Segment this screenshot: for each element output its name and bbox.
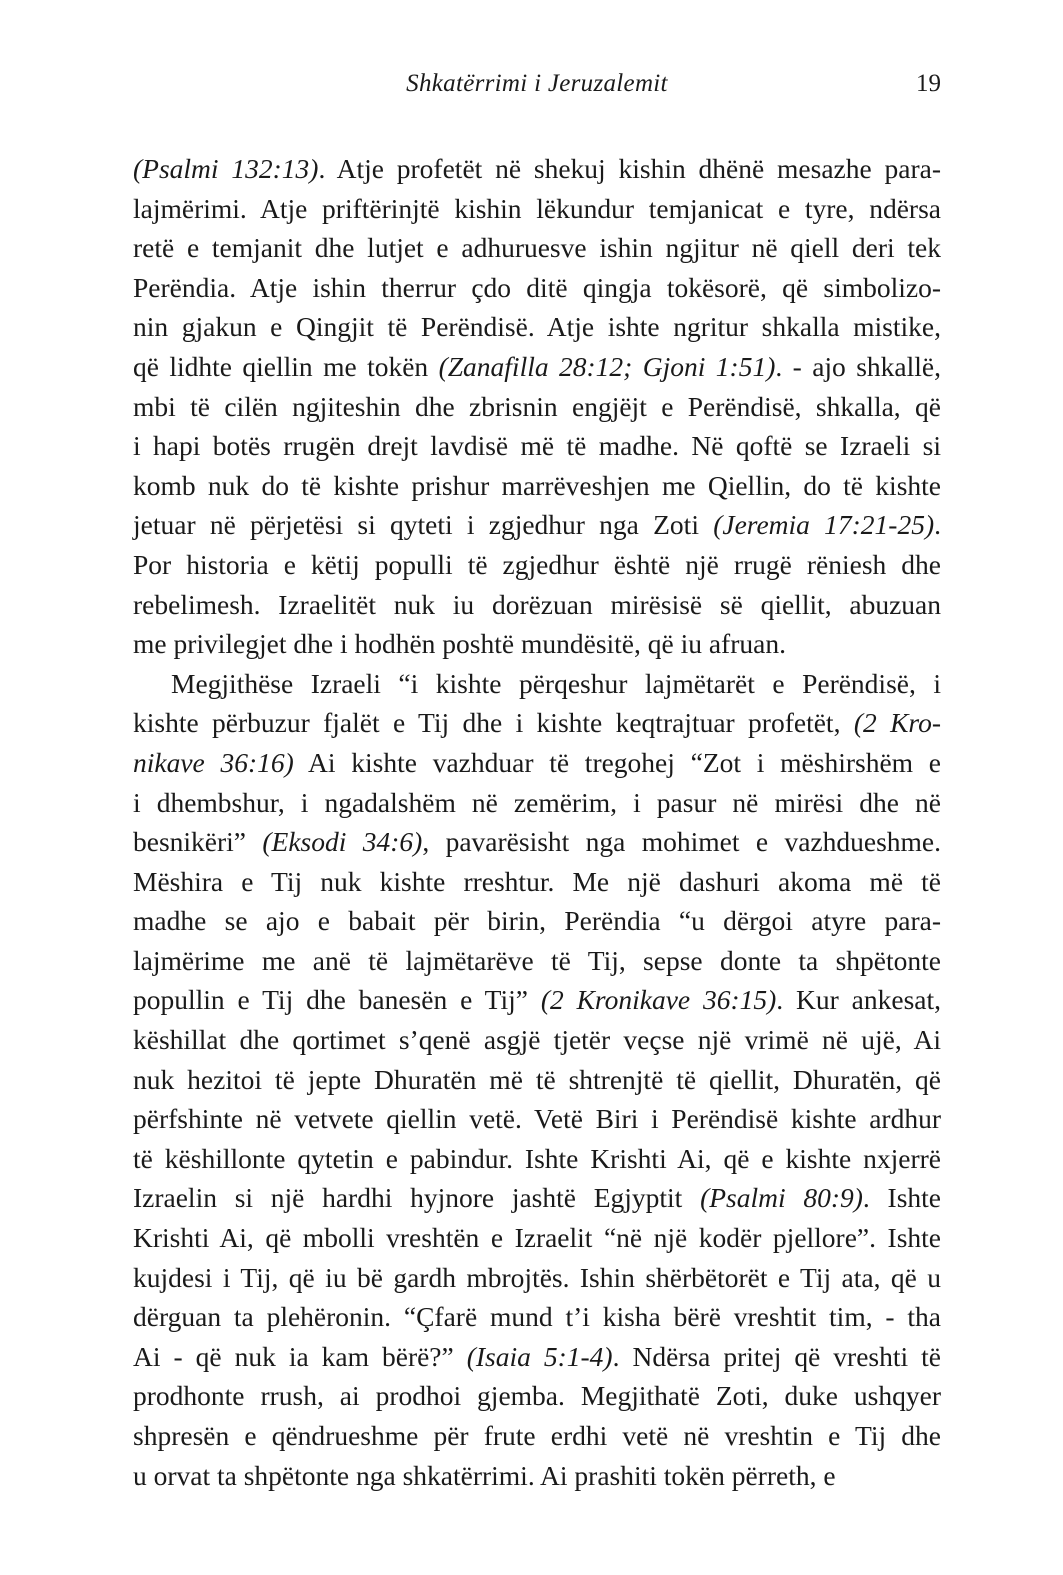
text-run: Krishti Ai, që mbolli vreshtën e Izraelit “në një kodër pjellore”. Ishte xyxy=(133,1222,941,1254)
running-head xyxy=(133,70,941,106)
text-run: . Ishte xyxy=(862,1182,941,1214)
scripture-citation: (Psalmi 80:9) xyxy=(700,1182,863,1214)
text-line xyxy=(133,1178,941,1218)
text-line xyxy=(133,466,941,506)
text-line xyxy=(133,941,941,981)
text-run: madhe se ajo e babait për birin, Perëndia “u dërgoi atyre para- xyxy=(133,905,941,937)
text-run: nin gjakun e Qingjit të Perëndisë. Atje ishte ngritur shkalla mistike, xyxy=(133,311,941,343)
text-run: Por historia e këtij populli të zgjedhur është një rrugë rëniesh dhe xyxy=(133,548,941,580)
text-run: kujdesi i Tij, që iu bë gardh mbrojtës. Ishin shërbëtorët e Tij ata, që u xyxy=(133,1261,941,1293)
text-line xyxy=(133,703,941,743)
paragraph xyxy=(133,149,941,664)
text-line xyxy=(133,347,941,387)
text-run: me privilegjet dhe i hodhën poshtë mundësitë, që iu afruan. xyxy=(133,628,786,660)
text-line xyxy=(133,862,941,902)
text-run: . - ajo shkallë, xyxy=(775,350,941,382)
page-number: 19 xyxy=(916,70,941,97)
text-run: Ai kishte vazhduar të tregohej “Zot i mëshirshëm e xyxy=(293,746,941,778)
text-run: . xyxy=(934,509,941,541)
text-run: mbi të cilën ngjiteshin dhe zbrisnin engjëjt e Perëndisë, shkalla, që xyxy=(133,390,941,422)
text-run: u orvat ta shpëtonte nga shkatërrimi. Ai prashiti tokën përreth, e xyxy=(133,1459,836,1491)
text-line xyxy=(133,307,941,347)
text-run: shpresën e qëndrueshme për frute erdhi vetë në vreshtin e Tij dhe xyxy=(133,1420,941,1451)
scripture-citation: (Eksodi 34:6) xyxy=(262,826,423,858)
text-run: Megjithëse Izraeli “i kishte përqeshur lajmëtarët e Perëndisë, i xyxy=(171,667,941,699)
scripture-citation: (Jeremia 17:21-25) xyxy=(713,509,935,541)
text-run: rebelimesh. Izraelitët nuk iu dorëzuan mirësisë së qiellit, abuzuan xyxy=(133,588,941,620)
text-line xyxy=(133,505,941,545)
scripture-citation: (2 Kro- xyxy=(853,707,942,739)
scripture-citation: (Zanafilla 28:12; Gjoni 1:51) xyxy=(438,350,776,382)
text-line xyxy=(133,268,941,308)
text-line xyxy=(133,149,941,189)
text-run: . Kur ankesat, xyxy=(776,984,941,1016)
scripture-citation: nikave 36:16) xyxy=(133,746,294,778)
body-text xyxy=(133,149,941,1495)
text-line xyxy=(133,1099,941,1139)
text-line xyxy=(133,1376,941,1416)
text-line xyxy=(133,980,941,1020)
text-run: Ai - që nuk ia kam bërë?” xyxy=(133,1340,467,1372)
scripture-citation: (Isaia 5:1-4) xyxy=(466,1340,613,1372)
text-line xyxy=(133,901,941,941)
text-line xyxy=(133,1456,941,1496)
text-line xyxy=(133,624,941,664)
text-line xyxy=(133,1218,941,1258)
text-line xyxy=(133,1337,941,1377)
scripture-citation: (2 Kronikave 36:15) xyxy=(540,984,777,1016)
text-run: lajmërime me anë të lajmëtarëve të Tij, sepse donte ta shpëtonte xyxy=(133,944,941,976)
text-line xyxy=(133,1297,941,1337)
text-line xyxy=(133,822,941,862)
text-run: përfshinte në vetvete qiellin vetë. Vetë Biri i Perëndisë kishte ardhur xyxy=(133,1103,941,1135)
text-line xyxy=(133,1416,941,1456)
text-run: nuk hezitoi të jepte Dhuratën më të shtrenjtë të qiellit, Dhuratën, që xyxy=(133,1063,941,1095)
text-run: të këshillonte qytetin e pabindur. Ishte Krishti Ai, që e kishte nxjerrë xyxy=(133,1142,941,1174)
text-run: . Ndërsa pritej që vreshti të xyxy=(612,1340,941,1372)
text-line xyxy=(133,228,941,268)
text-line xyxy=(133,545,941,585)
text-line xyxy=(133,387,941,427)
text-run: prodhonte rrush, ai prodhoi gjemba. Megjithatë Zoti, duke ushqyer xyxy=(133,1380,941,1412)
text-run: që lidhte qiellin me tokën xyxy=(133,350,439,382)
text-run: besnikëri” xyxy=(133,826,263,858)
text-run: Mëshira e Tij nuk kishte rreshtur. Me një dashuri akoma më të xyxy=(133,865,941,897)
text-run: këshillat dhe qortimet s’qenë asgjë tjetër veçse një vrimë në ujë, Ai xyxy=(133,1024,941,1056)
text-run: . Atje profetët në shekuj kishin dhënë mesazhe para- xyxy=(318,153,941,184)
text-run: Perëndia. Atje ishin therrur çdo ditë qingja tokësorë, që simbolizo- xyxy=(133,271,941,303)
text-run: , pavarësisht nga mohimet e vazhdueshme. xyxy=(422,826,942,858)
text-run: komb nuk do të kishte prishur marrëveshjen me Qiellin, do të kishte xyxy=(133,469,941,501)
paragraph xyxy=(133,664,941,1495)
text-line xyxy=(133,189,941,229)
text-run: popullin e Tij dhe banesën e Tij” xyxy=(133,984,541,1016)
running-title: Shkatërrimi i Jeruzalemit xyxy=(406,70,668,97)
text-run: Izraelin si një hardhi hyjnore jashtë Egjyptit xyxy=(133,1182,701,1214)
text-line xyxy=(133,1139,941,1179)
text-line xyxy=(133,1020,941,1060)
text-line xyxy=(133,743,941,783)
text-run: jetuar në përjetësi si qyteti i zgjedhur nga Zoti xyxy=(133,509,714,541)
text-run: retë e temjanit dhe lutjet e adhuruesve ishin ngjitur në qiell deri tek xyxy=(133,232,941,264)
text-run: lajmërimi. Atje priftërinjtë kishin lëkundur temjanicat e tyre, ndërsa xyxy=(133,192,941,224)
text-run: i dhembshur, i ngadalshëm në zemërim, i pasur në mirësi dhe në xyxy=(133,786,941,818)
text-run: kishte përbuzur fjalët e Tij dhe i kishte keqtrajtuar profetët, xyxy=(133,707,854,739)
text-run: dërguan ta plehëronin. “Çfarë mund t’i kisha bërë vreshtit tim, - tha xyxy=(133,1301,941,1333)
text-line xyxy=(133,783,941,823)
text-line xyxy=(133,1060,941,1100)
text-line xyxy=(133,585,941,625)
text-run: i hapi botës rrugën drejt lavdisë më të madhe. Në qoftë se Izraeli si xyxy=(133,430,941,462)
text-line xyxy=(133,426,941,466)
text-line xyxy=(133,1258,941,1298)
scripture-citation: (Psalmi 132:13) xyxy=(133,153,319,184)
text-line xyxy=(133,664,941,704)
